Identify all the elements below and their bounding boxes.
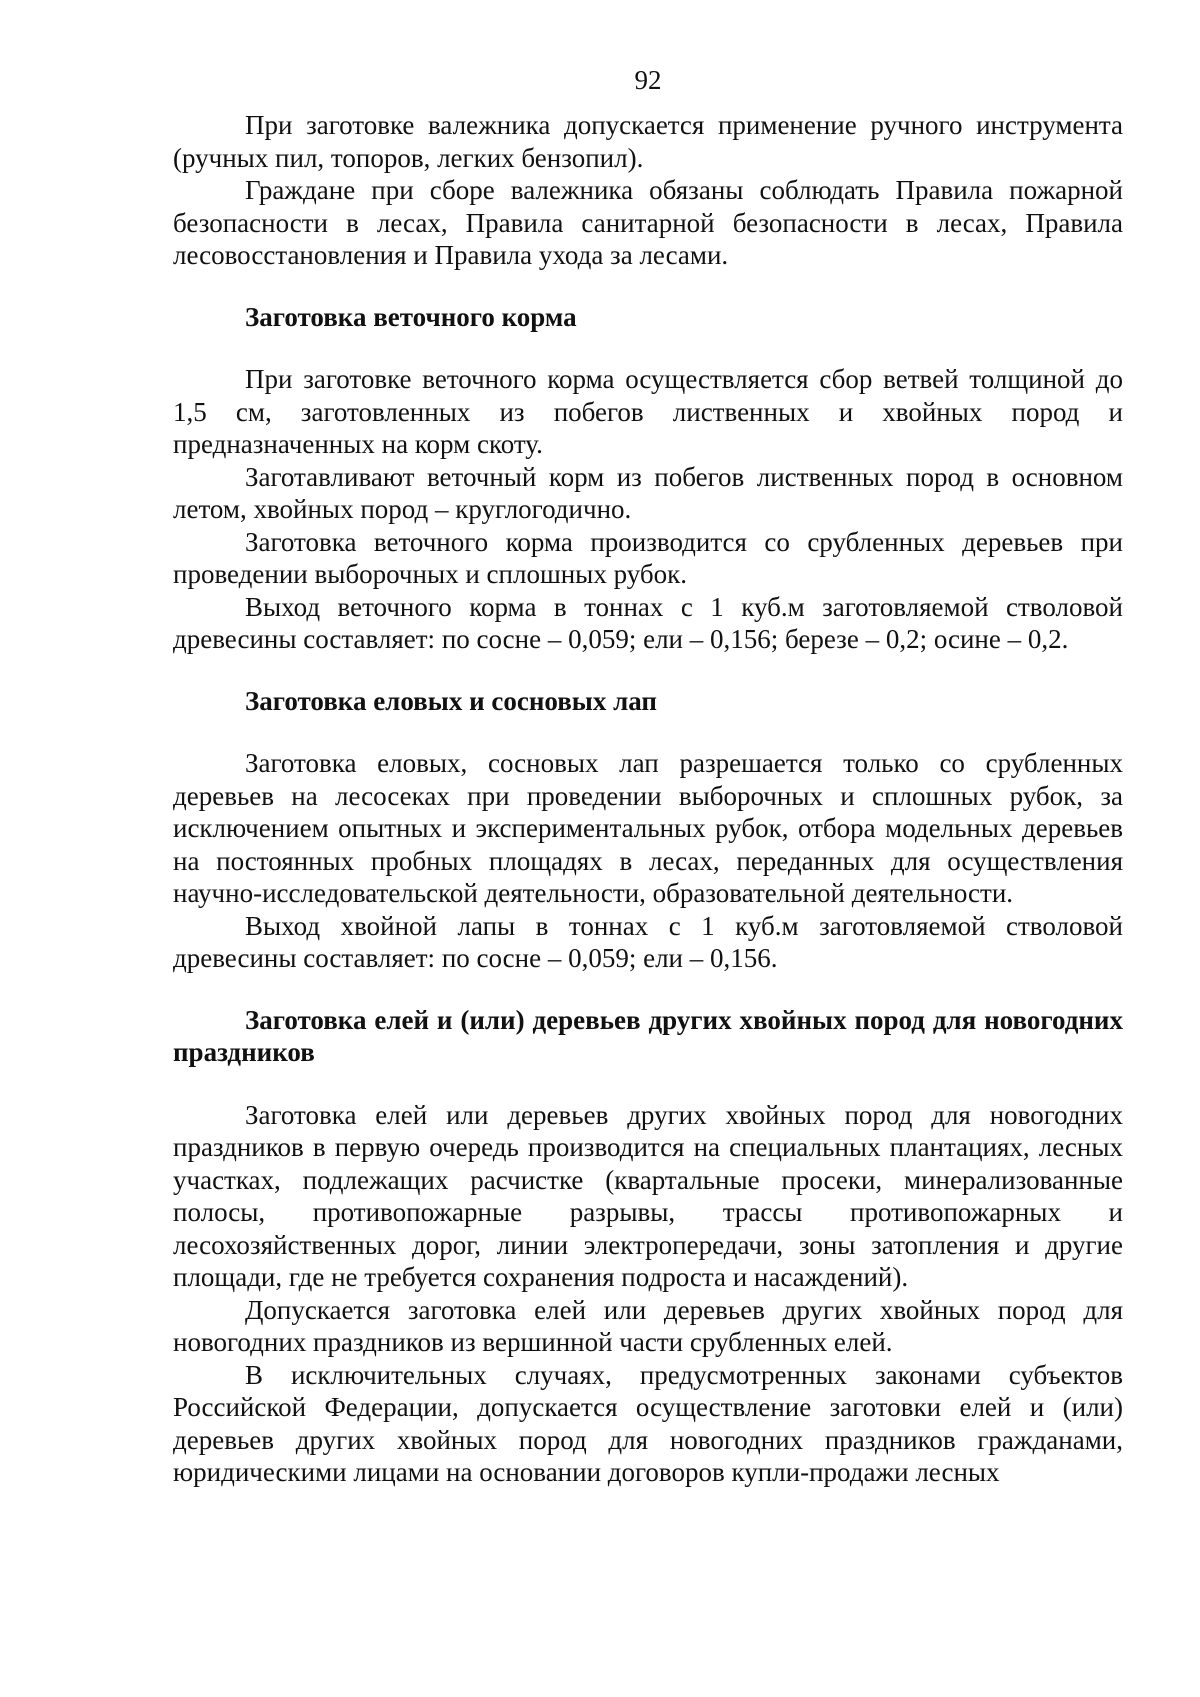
section-heading: Заготовка елей и (или) деревьев других хвойных пород для новогодних праздников [173, 1004, 1123, 1067]
paragraph: Заготовка веточного корма производится со срубленных деревьев при проведении выборочных и сплошных рубок. [173, 526, 1123, 589]
page-number: 92 [634, 65, 662, 95]
paragraph: Граждане при сборе валежника обязаны соблюдать Правила пожарной безопасности в лесах, Правила санитарной безопасности в лесах, Правила лесовосстановления и Правила ухода за лесами. [173, 175, 1123, 270]
section-heading: Заготовка веточного корма [245, 301, 577, 332]
paragraph: Выход веточного корма в тоннах с 1 куб.м заготовляемой стволовой древесины составляет: по сосне – 0,059; ели – 0,156; березе – 0,2; осине – 0,2. [173, 591, 1123, 654]
paragraph: В исключительных случаях, предусмотренных законами субъектов Российской Федерации, допускается осуществление заготовки елей и (или) деревьев других хвойных пород для новогодних праздников гражданами, юридическими лицами на основании договоров купли-продажи лесных [173, 1359, 1123, 1487]
paragraph: Заготовка еловых, сосновых лап разрешается только со срубленных деревьев на лесосеках при проведении выборочных и сплошных рубок, за исключением опытных и экспериментальных рубок, отбора модельных деревьев на постоянных пробных площадях в лесах, переданных для осуществления научно-исследовательской деятельности, образовательной деятельности. [173, 748, 1123, 908]
paragraph: При заготовке веточного корма осуществляется сбор ветвей толщиной до 1,5 см, заготовленных из побегов лиственных и хвойных пород и предназначенных на корм скоту. [173, 364, 1123, 459]
paragraph: Допускается заготовка елей или деревьев других хвойных пород для новогодних праздников из вершинной части срубленных елей. [173, 1294, 1123, 1357]
paragraph: При заготовке валежника допускается применение ручного инструмента (ручных пил, топоров, легких бензопил). [173, 110, 1123, 173]
paragraph: Выход хвойной лапы в тоннах с 1 куб.м заготовляемой стволовой древесины составляет: по сосне – 0,059; ели – 0,156. [173, 910, 1123, 973]
paragraph: Заготовка елей или деревьев других хвойных пород для новогодних праздников в первую очередь производится на специальных плантациях, лесных участках, подлежащих расчистке (квартальные просеки, минерализованные полосы, противопожарные разрывы, трассы противопожарных и лесохозяйственных дорог, линии электропередачи, зоны затопления и другие площади, где не требуется сохранения подроста и насаждений). [173, 1099, 1123, 1292]
paragraph: Заготавливают веточный корм из побегов лиственных пород в основном летом, хвойных пород – круглогодично. [173, 461, 1123, 524]
section-heading: Заготовка еловых и сосновых лап [245, 685, 657, 716]
document-page [173, 64, 1123, 1489]
